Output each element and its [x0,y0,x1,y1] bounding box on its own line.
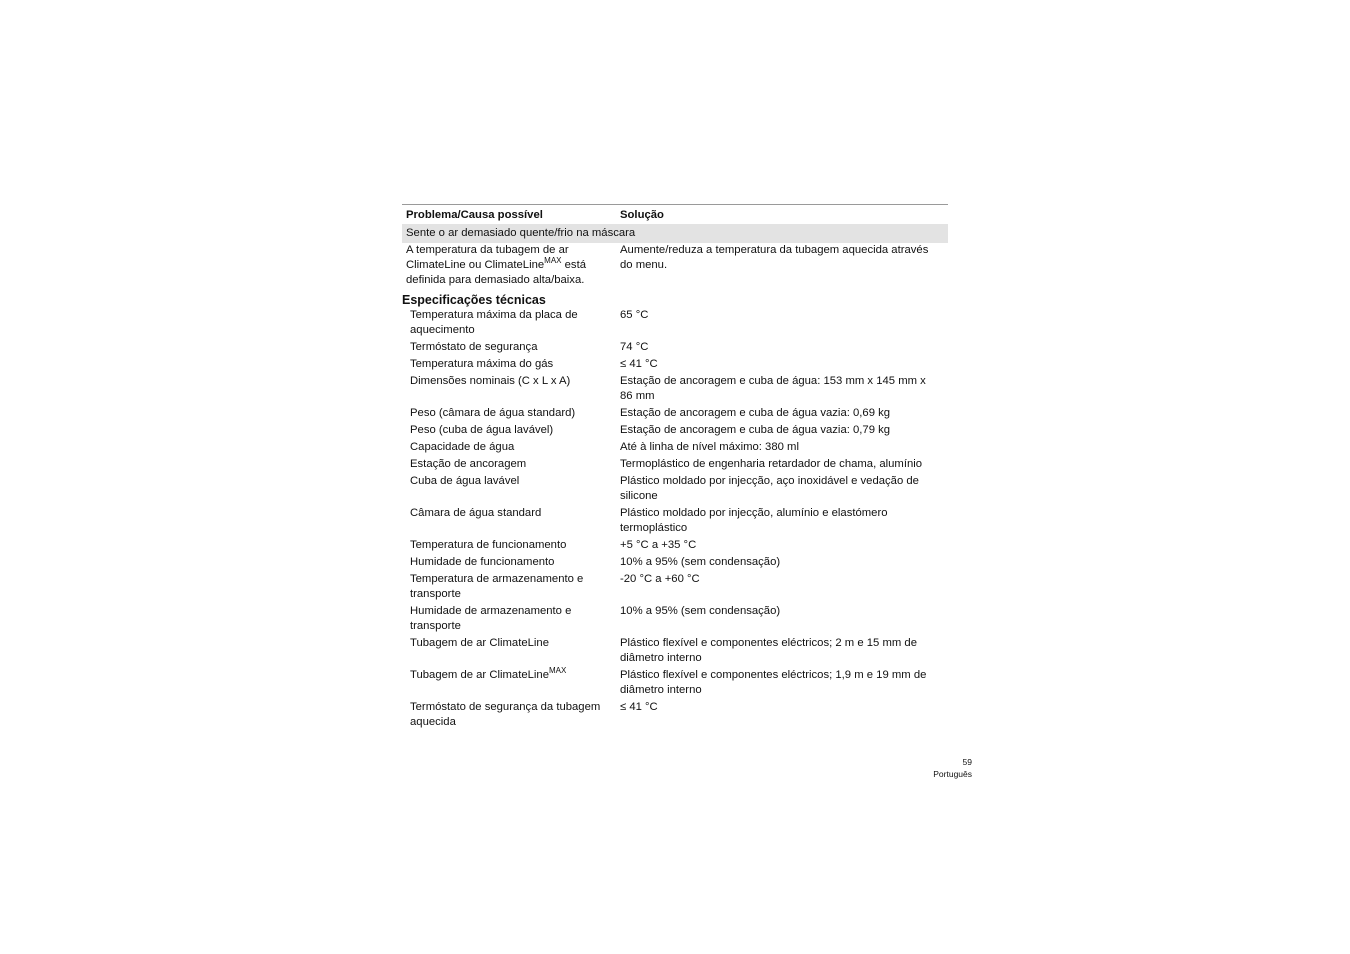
spec-value: Até à linha de nível máximo: 380 ml [620,441,799,453]
spec-label [402,423,620,440]
spec-label [402,340,620,357]
specifications-table [402,308,948,732]
troubleshooting-row [402,243,948,288]
specifications-heading: Especificações técnicas [402,293,546,307]
spec-row [402,636,948,668]
spec-label-text: Termóstato de segurança [410,341,538,353]
spec-label [402,457,620,474]
spec-value: Plástico flexível e componentes eléctricos; 2 m e 15 mm de diâmetro interno [620,637,917,664]
solution-cell: Aumente/reduza a temperatura da tubagem aquecida através do menu. [620,244,929,271]
spec-label [402,636,620,668]
spec-value: 74 °C [620,341,649,353]
spec-value: Plástico moldado por injecção, alumínio e elastómero termoplástico [620,507,888,534]
spec-value: 10% a 95% (sem condensação) [620,605,781,617]
spec-label-text: Peso (cuba de água lavável) [410,424,554,436]
spec-row [402,555,948,572]
spec-value: Plástico flexível e componentes eléctricos; 1,9 m e 19 mm de diâmetro interno [620,669,927,696]
spec-label [402,555,620,572]
spec-label-text: Temperatura de funcionamento [410,539,567,551]
problem-cell [402,243,616,288]
footer-language: Português [933,769,972,779]
spec-row [402,457,948,474]
spec-label-text: Temperatura de armazenamento e transporte [410,573,584,600]
spec-label-text: Capacidade de água [410,441,515,453]
page-number: 59 [962,757,972,767]
spec-row [402,357,948,374]
spec-row [402,340,948,357]
spec-value: ≤ 41 °C [620,701,658,713]
spec-value: Estação de ancoragem e cuba de água vazia: 0,79 kg [620,424,891,436]
page-footer [880,756,972,780]
spec-row [402,668,948,700]
spec-row [402,374,948,406]
spec-row [402,423,948,440]
spec-row [402,474,948,506]
spec-label [402,506,620,538]
spec-label-text: Peso (câmara de água standard) [410,407,576,419]
spec-label-text: Humidade de funcionamento [410,556,555,568]
page-content [402,204,948,732]
spec-value: -20 °C a +60 °C [620,573,700,585]
spec-label [402,406,620,423]
spec-label [402,374,620,406]
spec-label [402,357,620,374]
spec-row [402,572,948,604]
spec-label-text: Dimensões nominais (C x L x A) [410,375,571,387]
spec-label-text: Termóstato de segurança da tubagem aquecida [410,701,601,728]
spec-value: +5 °C a +35 °C [620,539,697,551]
spec-label-text: Câmara de água standard [410,507,542,519]
spec-label-text: Temperatura máxima do gás [410,358,554,370]
spec-label-text: Estação de ancoragem [410,458,527,470]
problem-superscript: MAX [544,256,562,266]
spec-label [402,572,620,604]
spec-label [402,700,620,732]
spec-label [402,440,620,457]
spec-value: 10% a 95% (sem condensação) [620,556,781,568]
spec-label [402,604,620,636]
spec-row [402,604,948,636]
spec-label-text: Humidade de armazenamento e transporte [410,605,572,632]
troubleshooting-header-row [402,205,948,225]
spec-value: Termoplástico de engenharia retardador de chama, alumínio [620,458,923,470]
spec-row [402,700,948,732]
problem-text-part2: está definida para demasiado alta/baixa. [406,259,586,286]
spec-row [402,406,948,423]
spec-label-superscript: MAX [548,666,567,676]
spec-row [402,308,948,340]
spec-row [402,440,948,457]
spec-value: 65 °C [620,309,649,321]
troubleshooting-table [402,204,948,288]
spec-label-text: Cuba de água lavável [410,475,520,487]
spec-label-text: Temperatura máxima da placa de aquecimento [410,309,578,336]
solution-column-header: Solução [620,209,664,221]
troubleshooting-section-title: Sente o ar demasiado quente/frio na máscara [402,224,948,243]
spec-label [402,668,620,700]
spec-value: Plástico moldado por injecção, aço inoxidável e vedação de silicone [620,475,919,502]
spec-label-text: Tubagem de ar ClimateLine [410,669,549,681]
spec-value: ≤ 41 °C [620,358,658,370]
spec-label [402,308,620,340]
spec-row [402,506,948,538]
problem-text-part1: A temperatura da tubagem de ar ClimateLine ou ClimateLine [406,244,569,271]
spec-value: Estação de ancoragem e cuba de água: 153 mm x 145 mm x 86 mm [620,375,926,402]
spec-label [402,538,620,555]
spec-value: Estação de ancoragem e cuba de água vazia: 0,69 kg [620,407,891,419]
problem-column-header: Problema/Causa possível [406,209,543,221]
troubleshooting-section-row [402,224,948,243]
spec-label [402,474,620,506]
spec-row [402,538,948,555]
spec-label-text: Tubagem de ar ClimateLine [410,637,549,649]
